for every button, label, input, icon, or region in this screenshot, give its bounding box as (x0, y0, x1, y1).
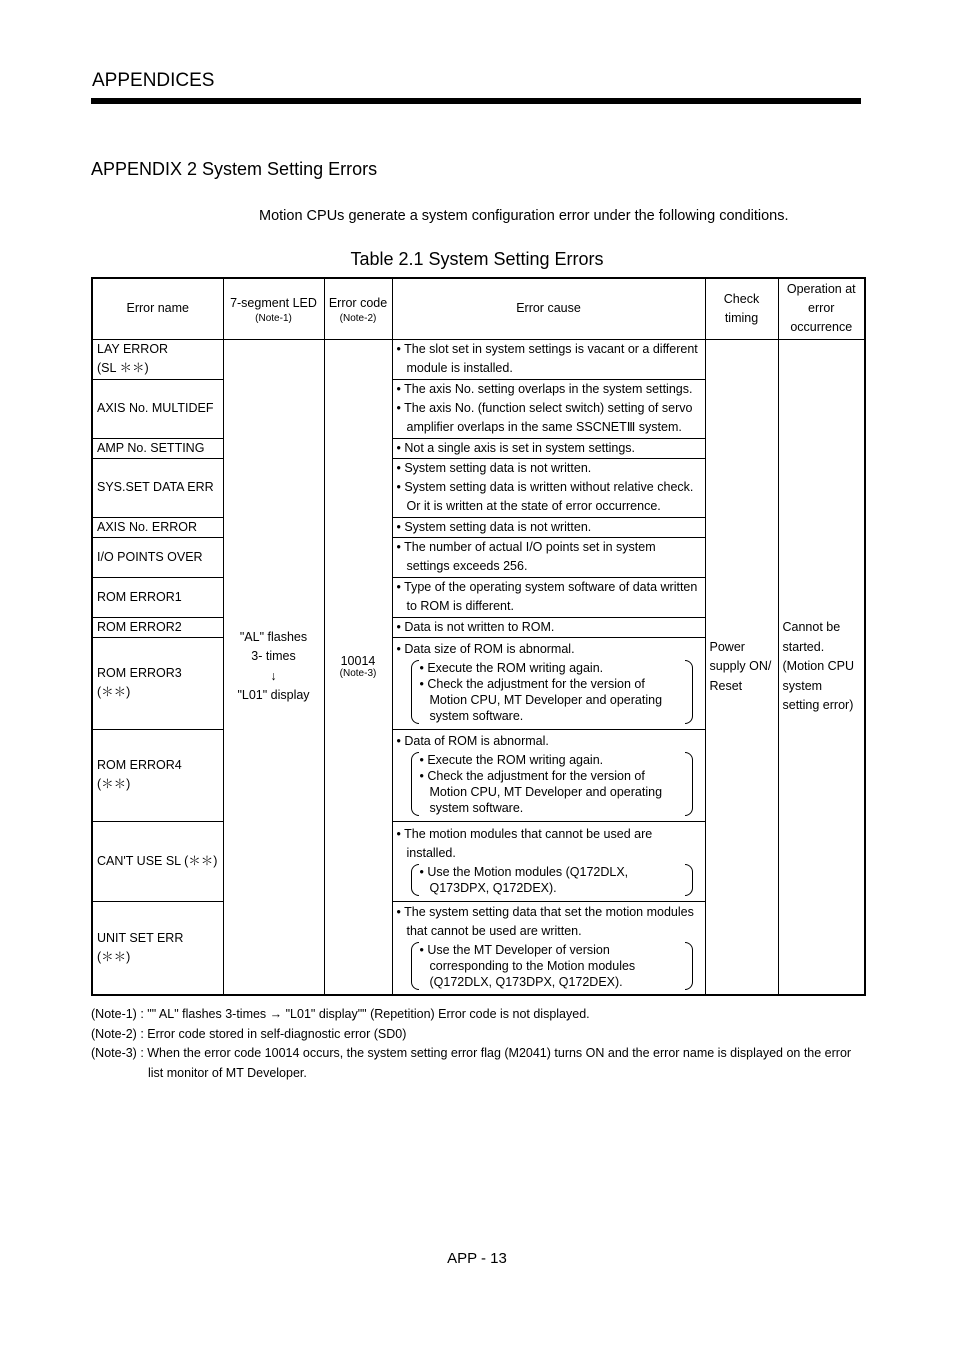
table-header-row (92, 278, 865, 339)
operation-value: Cannot be started. (Motion CPU system setting error) (778, 339, 865, 995)
error-name: AXIS No. MULTIDEF (92, 379, 223, 438)
section-title: APPENDIX 2 System Setting Errors (91, 159, 378, 179)
note-2: (Note-2) : Error code stored in self-diagnostic error (SD0) (91, 1026, 407, 1041)
table-notes (91, 1005, 871, 1083)
header-7seg-led: 7-segment LED (Note-1) (223, 278, 324, 339)
error-name: CAN'T USE SL (＊＊) (92, 821, 223, 901)
error-cause: • Data of ROM is abnormal. • Execute the ROM writing again. • Check the adjustment for the version of Motion CPU, MT Developer and operating system software. (392, 729, 705, 821)
error-name: LAY ERROR (SL ＊＊) (92, 339, 223, 379)
error-cause: • Data size of ROM is abnormal. • Execute the ROM writing again. • Check the adjustment for the version of Motion CPU, MT Developer and operating system software. (392, 637, 705, 729)
error-cause: • The slot set in system settings is vacant or a different module is installed. (392, 339, 705, 379)
countermeasure-box: • Use the MT Developer of version corresponding to the Motion modules (Q172DLX, Q173DPX, Q172DEX). (411, 942, 693, 990)
note-1: (Note-1) : "" AL" flashes 3-times → "L01" display"" (Repetition) Error code is not displayed. (91, 1007, 590, 1021)
error-cause: • System setting data is not written. • System setting data is written without relative check. Or it is written at the state of error occurrence. (392, 458, 705, 517)
header-error-code: Error code (Note-2) (324, 278, 392, 339)
error-cause: • Data is not written to ROM. (392, 617, 705, 637)
error-name: ROM ERROR3 (＊＊) (92, 637, 223, 729)
error-name: UNIT SET ERR (＊＊) (92, 901, 223, 995)
error-name: I/O POINTS OVER (92, 537, 223, 577)
system-setting-errors-table (91, 277, 866, 996)
error-cause: • The axis No. setting overlaps in the system settings. • The axis No. (function select switch) setting of servo amplifier overlaps in the same SSCNETⅢ system. (392, 379, 705, 438)
header-error-cause: Error cause (392, 278, 705, 339)
error-cause: • The system setting data that set the motion modules that cannot be used are written. • Use the MT Developer of version corresponding to the Motion modules (Q172DLX, Q173DPX, Q172DEX). (392, 901, 705, 995)
error-name: ROM ERROR4 (＊＊) (92, 729, 223, 821)
countermeasure-box: • Execute the ROM writing again. • Check the adjustment for the version of Motion CPU, MT Developer and operating system software. (411, 660, 693, 724)
table-caption: Table 2.1 System Setting Errors (350, 249, 604, 269)
error-name: AXIS No. ERROR (92, 517, 223, 537)
countermeasure-box: • Execute the ROM writing again. • Check the adjustment for the version of Motion CPU, MT Developer and operating system software. (411, 752, 693, 816)
error-cause: • The motion modules that cannot be used are installed. • Use the Motion modules (Q172DLX, Q173DPX, Q172DEX). (392, 821, 705, 901)
note-3: (Note-3) : When the error code 10014 occurs, the system setting error flag (M2041) turns ON and the error name is displayed on the error (91, 1046, 852, 1060)
note-3-continued: list monitor of MT Developer. (148, 1065, 307, 1080)
error-cause: • System setting data is not written. (392, 517, 705, 537)
error-code-value: 10014 (Note-3) (324, 339, 392, 995)
intro-text: Motion CPUs generate a system configuration error under the following conditions. (259, 208, 789, 224)
error-name: ROM ERROR2 (92, 617, 223, 637)
page-number: APP - 13 (447, 1250, 507, 1267)
led-display-value: "AL" flashes 3- times ↓ "L01" display (223, 339, 324, 995)
header-operation: Operation at error occurrence (778, 278, 865, 339)
header-check-timing: Check timing (705, 278, 778, 339)
error-cause: • The number of actual I/O points set in system settings exceeds 256. (392, 537, 705, 577)
countermeasure-box: • Use the Motion modules (Q172DLX, Q173DPX, Q172DEX). (411, 864, 693, 896)
header-error-name: Error name (92, 278, 223, 339)
table-row (92, 339, 865, 379)
error-cause: • Not a single axis is set in system settings. (392, 438, 705, 458)
check-timing-value: Power supply ON/ Reset (705, 339, 778, 995)
header-title: APPENDICES (92, 70, 215, 91)
error-name: AMP No. SETTING (92, 438, 223, 458)
error-name: ROM ERROR1 (92, 577, 223, 617)
header-rule (91, 98, 861, 104)
error-name: SYS.SET DATA ERR (92, 458, 223, 517)
error-cause: • Type of the operating system software of data written to ROM is different. (392, 577, 705, 617)
